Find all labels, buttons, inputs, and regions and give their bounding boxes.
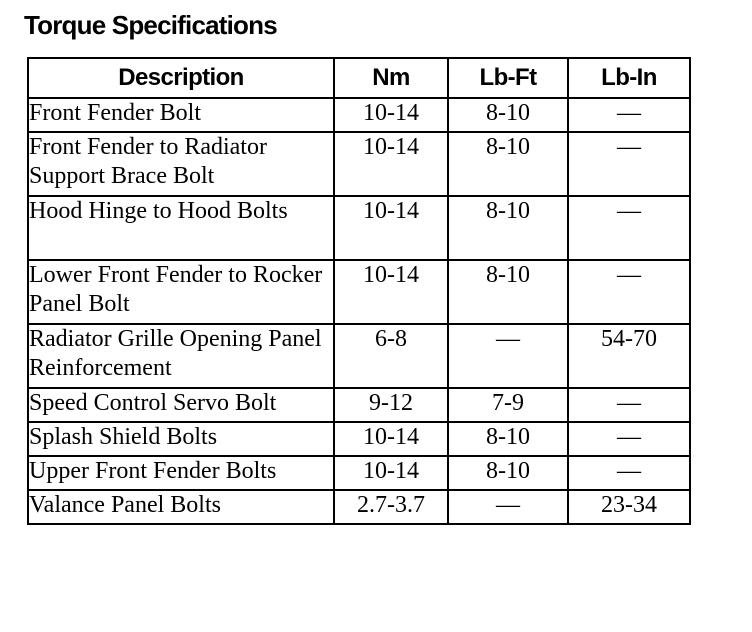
nm-cell: 10-14 — [334, 98, 448, 132]
lb-in-cell: — — [568, 456, 690, 490]
table-row — [28, 490, 690, 524]
description-cell: Splash Shield Bolts — [28, 422, 334, 456]
lb-ft-cell: 8-10 — [448, 132, 568, 196]
table-row — [28, 98, 690, 132]
table-row — [28, 324, 690, 388]
table-row — [28, 196, 690, 260]
lb-in-cell: 54-70 — [568, 324, 690, 388]
description-cell: Hood Hinge to Hood Bolts — [28, 196, 334, 260]
nm-cell: 9-12 — [334, 388, 448, 422]
nm-cell: 10-14 — [334, 196, 448, 260]
lb-ft-cell: — — [448, 490, 568, 524]
lb-in-cell: — — [568, 422, 690, 456]
column-header-lb-in: Lb-In — [568, 58, 690, 98]
column-header-description: Description — [28, 58, 334, 98]
nm-cell: 6-8 — [334, 324, 448, 388]
table-row — [28, 388, 690, 422]
column-header-lb-ft: Lb-Ft — [448, 58, 568, 98]
lb-ft-cell: — — [448, 324, 568, 388]
lb-in-cell: — — [568, 132, 690, 196]
lb-ft-cell: 8-10 — [448, 456, 568, 490]
lb-ft-cell: 8-10 — [448, 422, 568, 456]
lb-in-cell: — — [568, 196, 690, 260]
column-header-nm: Nm — [334, 58, 448, 98]
lb-ft-cell: 8-10 — [448, 98, 568, 132]
lb-ft-cell: 8-10 — [448, 196, 568, 260]
page-title: Torque Specifications — [24, 10, 277, 40]
nm-cell: 10-14 — [334, 422, 448, 456]
description-cell: Front Fender to Radiator Support Brace Bolt — [28, 132, 334, 196]
nm-cell: 10-14 — [334, 260, 448, 324]
torque-spec-table — [27, 57, 691, 525]
lb-in-cell: — — [568, 388, 690, 422]
lb-in-cell: — — [568, 98, 690, 132]
table-row — [28, 132, 690, 196]
lb-ft-cell: 7-9 — [448, 388, 568, 422]
description-cell: Upper Front Fender Bolts — [28, 456, 334, 490]
table-row — [28, 260, 690, 324]
lb-in-cell: — — [568, 260, 690, 324]
table-row — [28, 422, 690, 456]
description-cell: Radiator Grille Opening Panel Reinforcement — [28, 324, 334, 388]
lb-in-cell: 23-34 — [568, 490, 690, 524]
description-cell: Valance Panel Bolts — [28, 490, 334, 524]
table-row — [28, 456, 690, 490]
lb-ft-cell: 8-10 — [448, 260, 568, 324]
nm-cell: 10-14 — [334, 132, 448, 196]
nm-cell: 10-14 — [334, 456, 448, 490]
description-cell: Lower Front Fender to Rocker Panel Bolt — [28, 260, 334, 324]
nm-cell: 2.7-3.7 — [334, 490, 448, 524]
table-header-row — [28, 58, 690, 98]
description-cell: Speed Control Servo Bolt — [28, 388, 334, 422]
description-cell: Front Fender Bolt — [28, 98, 334, 132]
